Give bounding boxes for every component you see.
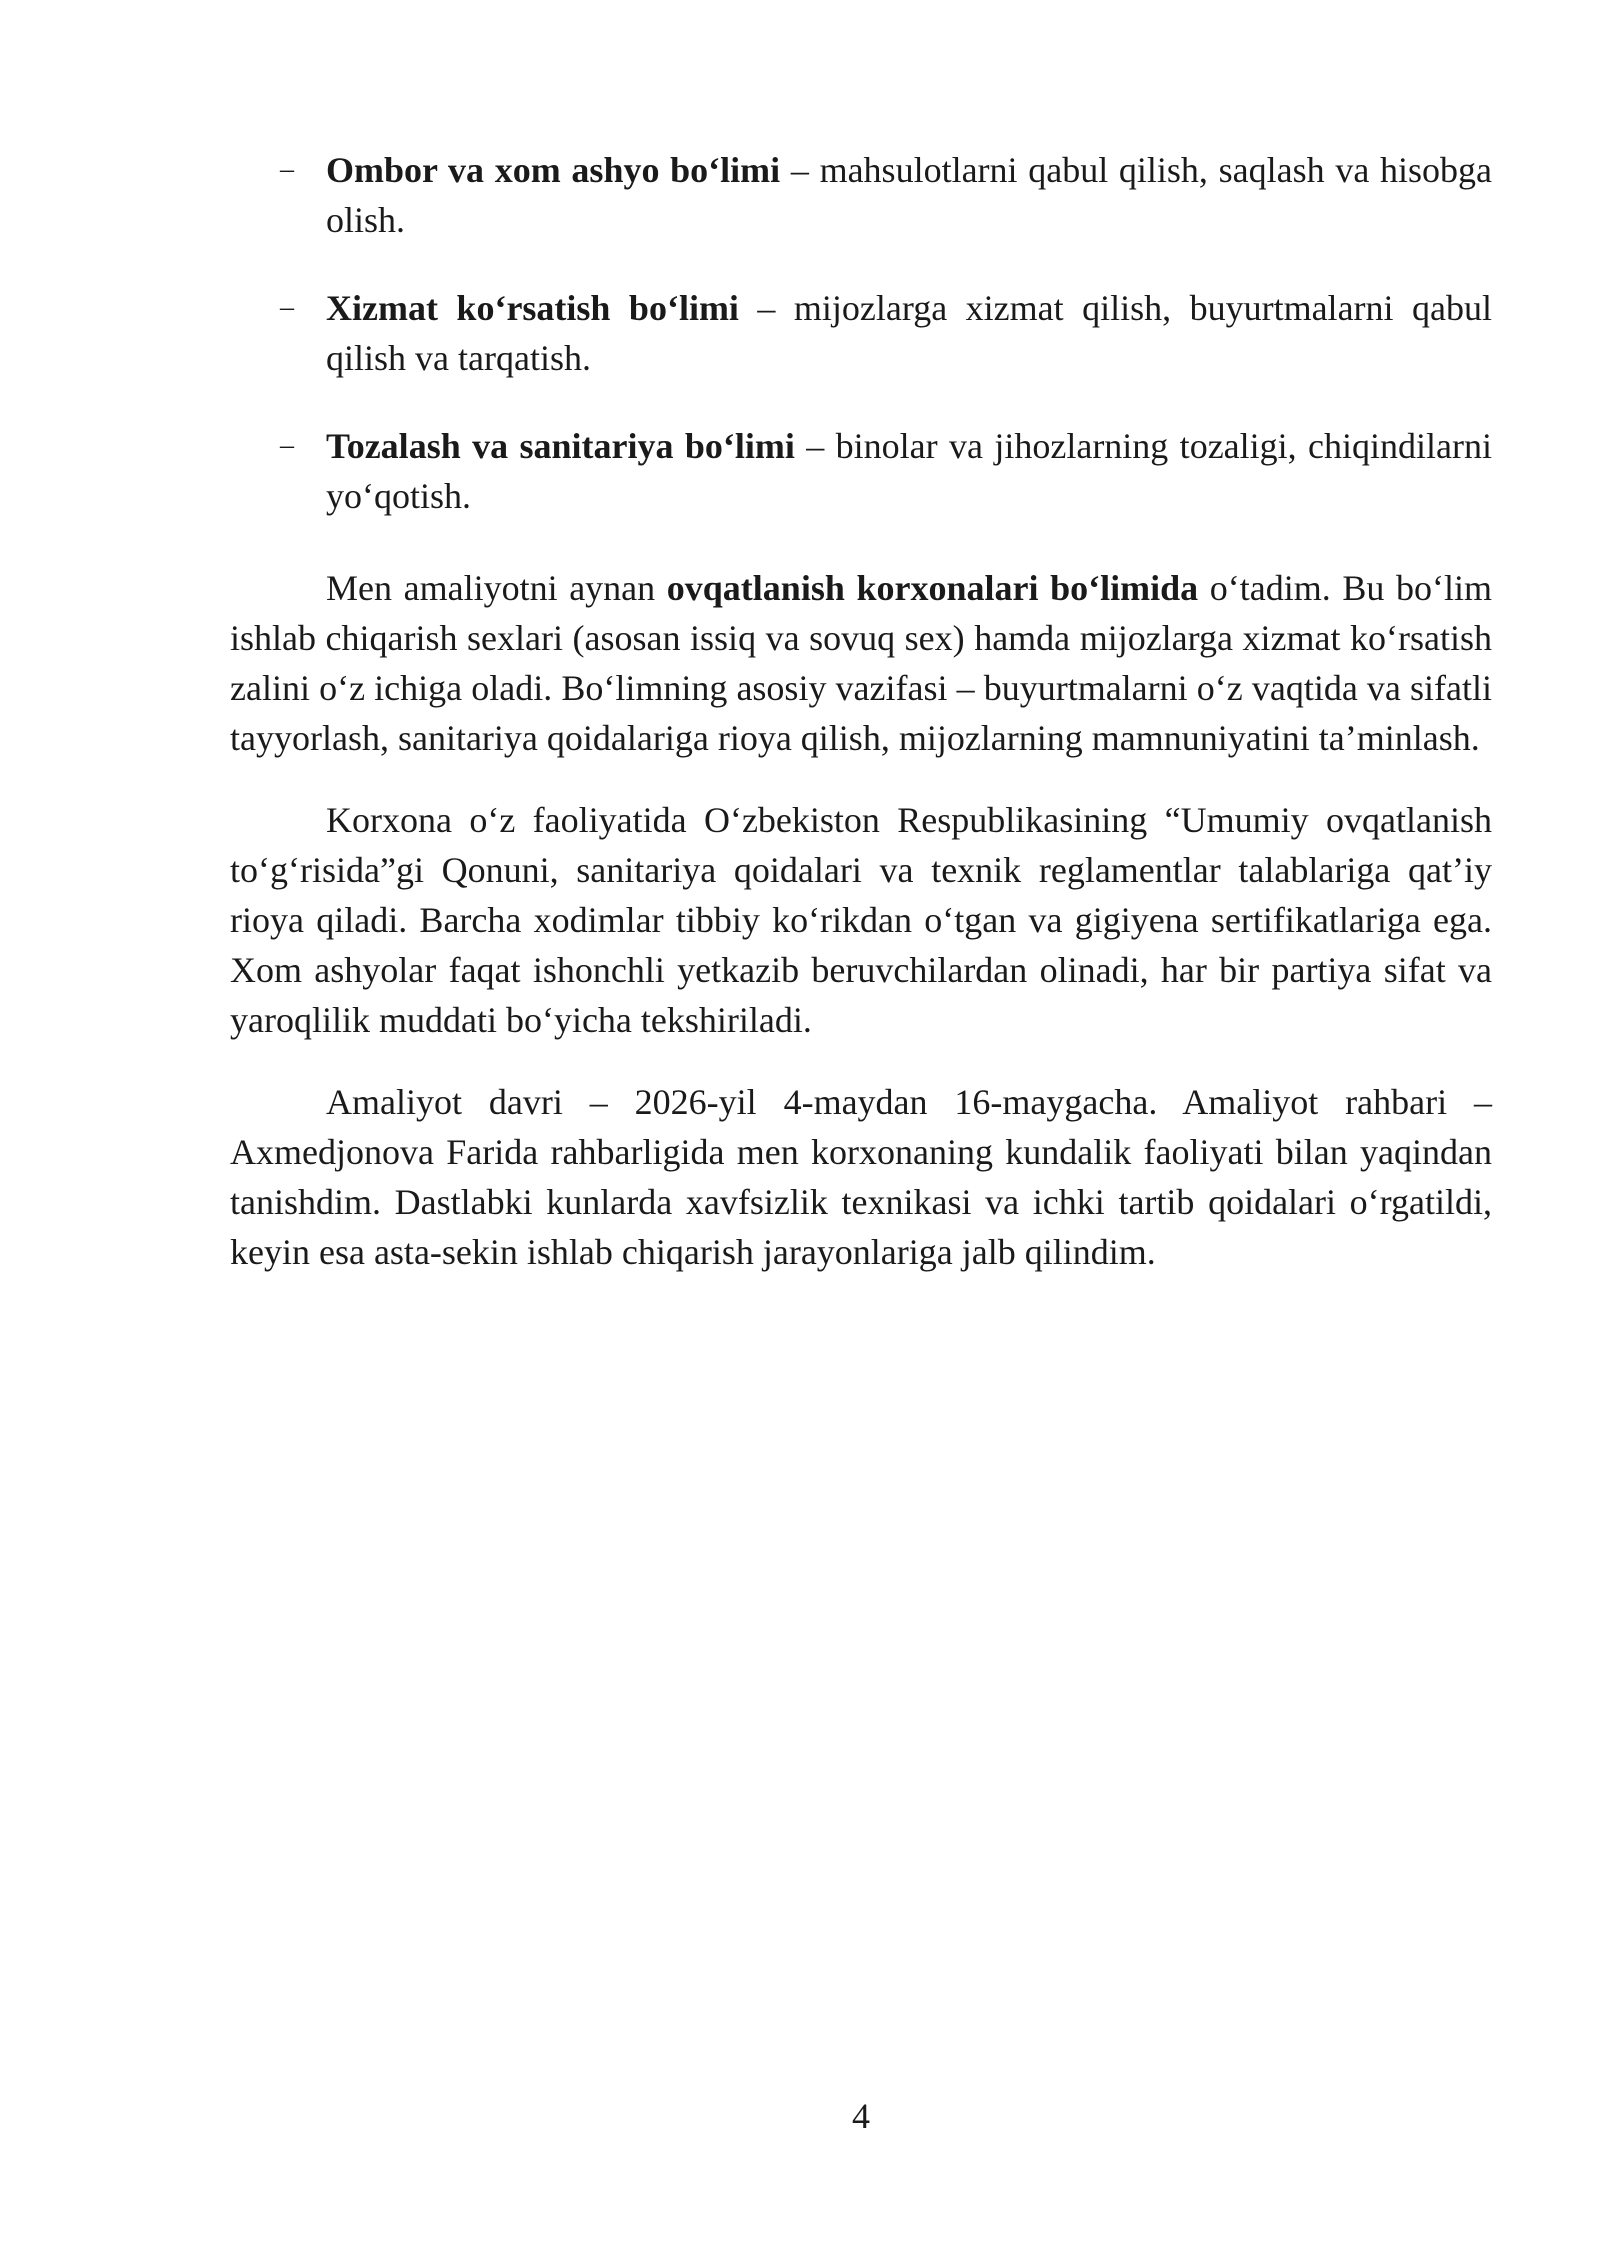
list-item — [230, 421, 1492, 521]
list-item — [230, 283, 1492, 383]
paragraph-text: o‘tadim. Bu bo‘lim ishlab chiqarish sexlari (asosan issiq va sovuq sex) hamda mijozlarga xizmat ko‘rsatish zalini o‘z ichiga oladi. Bo‘limning asosiy vazifasi – buyurtmalarni o‘z vaqtida va sifatli tayyorlash, sanitariya qoidalariga rioya qilish, mijozlarning mamnuniyatini ta’minlash. — [230, 568, 1492, 758]
list-dash: – — [280, 430, 294, 461]
page-number: 4 — [852, 2096, 870, 2136]
list-item-term: Xizmat ko‘rsatish bo‘limi — [326, 288, 739, 328]
list-item-description: – mahsulotlarni qabul qilish, saqlash va hisobga olish. — [326, 150, 1492, 240]
paragraph-text: Men amaliyotni aynan — [326, 568, 667, 608]
list-item — [230, 145, 1492, 245]
list-item-description: – mijozlarga xizmat qilish, buyurtmalarni qabul qilish va tarqatish. — [326, 288, 1492, 378]
paragraph-internship-period: Amaliyot davri – 2026-yil 4-maydan 16-maygacha. Amaliyot rahbari – Axmedjonova Farida rahbarligida men korxonaning kundalik faoliyati bilan yaqindan tanishdim. Dastlabki kunlarda xavfsizlik texnikasi va ichki tartib qoidalari o‘rgatildi, keyin esa asta-sekin ishlab chiqarish jarayonlariga jalb qilindim. — [230, 1082, 1492, 1272]
list-item-description: – binolar va jihozlarning tozaligi, chiqindilarni yo‘qotish. — [326, 426, 1492, 516]
paragraph-department — [230, 563, 1492, 763]
paragraph-bold-text: ovqatlanish korxonalari bo‘limida — [666, 568, 1199, 608]
list-item-term: Ombor va xom ashyo bo‘limi — [326, 150, 781, 190]
document-page — [230, 145, 1492, 1309]
list-dash: – — [280, 154, 294, 185]
list-item-term: Tozalash va sanitariya bo‘limi — [326, 426, 795, 466]
list-dash: – — [280, 292, 294, 323]
paragraph-regulations: Korxona o‘z faoliyatida O‘zbekiston Respublikasining “Umumiy ovqatlanish to‘g‘risida”gi Qonuni, sanitariya qoidalari va texnik reglamentlar talablariga qat’iy rioya qiladi. Barcha xodimlar tibbiy ko‘rikdan o‘tgan va gigiyena sertifikatlariga ega. Xom ashyolar faqat ishonchli yetkazib beruvchilardan olinadi, har bir partiya sifat va yaroqlilik muddati bo‘yicha tekshiriladi. — [230, 800, 1492, 1040]
